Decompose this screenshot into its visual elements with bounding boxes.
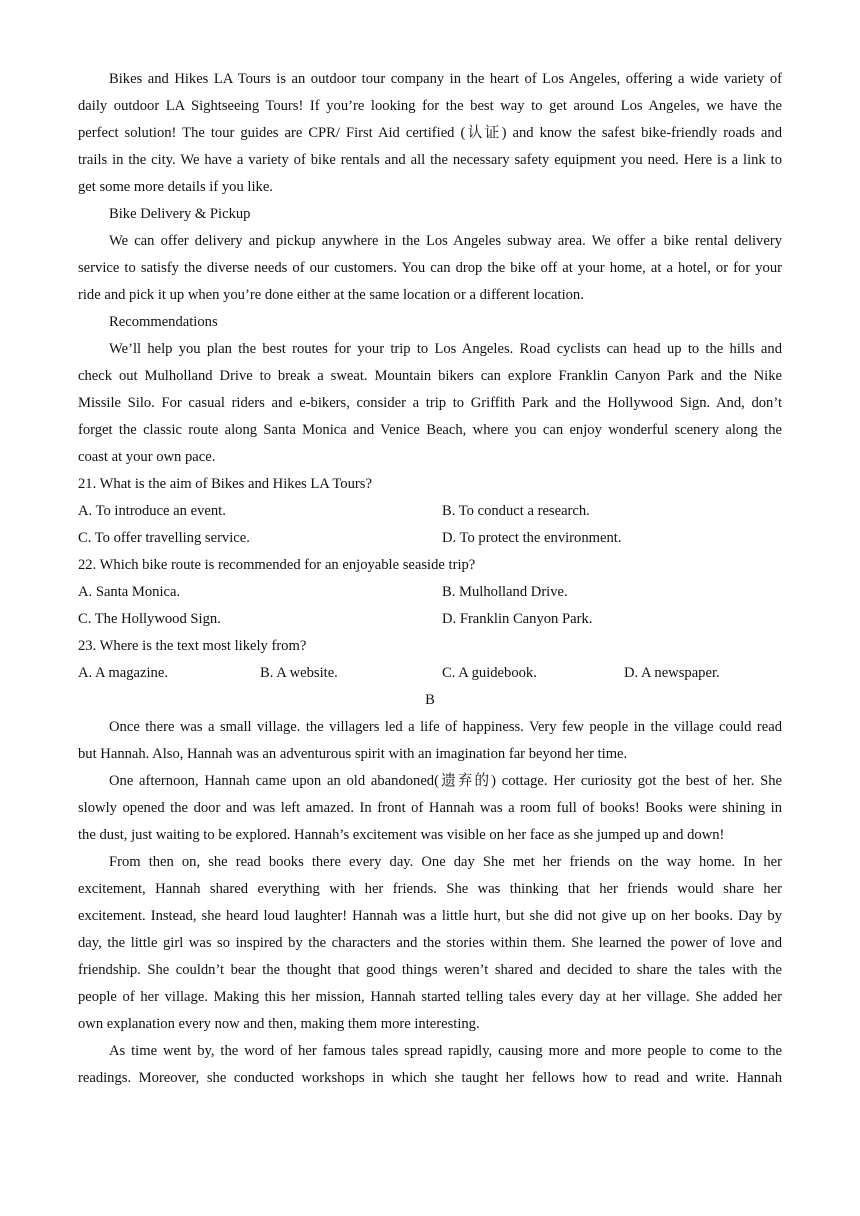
option-d: D. Franklin Canyon Park.	[442, 611, 593, 627]
text-line: friendship. She couldn’t bear the thought that good things weren’t shared and decided to share the tales with the	[78, 962, 782, 978]
option-b: B. A website.	[260, 665, 338, 681]
text-line: Missile Silo. For casual riders and e-bikers, consider a trip to Griffith Park and the Hollywood Sign. And, don’t	[78, 395, 782, 411]
text-line: people of her village. Making this her mission, Hannah started telling tales every day at her village. She added her	[78, 989, 782, 1005]
text-line: service to satisfy the diverse needs of our customers. You can drop the bike off at your home, at a hotel, or for your	[78, 260, 782, 276]
text-line: get some more details if you like.	[78, 179, 273, 195]
passage-a-paragraph-2	[78, 228, 782, 309]
text-line: the dust, just waiting to be explored. Hannah’s excitement was visible on her face as she jumped up and down!	[78, 827, 725, 843]
text-line: ride and pick it up when you’re done either at the same location or a different location.	[78, 287, 584, 303]
text-line: excitement, Hannah shared everything with her friends. She was thinking that her friends would share her	[78, 881, 782, 897]
question-stem: 21. What is the aim of Bikes and Hikes LA Tours?	[78, 476, 372, 492]
text-line: own explanation every now and then, making them more interesting.	[78, 1016, 480, 1032]
section-heading-recommendations: Recommendations	[109, 314, 218, 330]
text-line: check out Mulholland Drive to break a sweat. Mountain bikers can explore Franklin Canyon Park and the Nike	[78, 368, 782, 384]
text-line: Bikes and Hikes LA Tours is an outdoor tour company in the heart of Los Angeles, offering a wide variety of	[109, 71, 782, 87]
text-line: but Hannah. Also, Hannah was an adventurous spirit with an imagination far beyond her time.	[78, 746, 628, 762]
question-stem: 23. Where is the text most likely from?	[78, 638, 307, 654]
text-line: forget the classic route along Santa Monica and Venice Beach, where you can enjoy wonderful scenery along the	[78, 422, 782, 438]
option-row	[78, 606, 782, 633]
section-b-label: B	[425, 692, 435, 708]
passage-a-paragraph-1	[78, 66, 782, 201]
text-line: daily outdoor LA Sightseeing Tours! If you’re looking for the best way to get around Los Angeles, we have the	[78, 98, 782, 114]
question-21	[78, 471, 782, 552]
passage-b-paragraph-4	[78, 1038, 782, 1092]
option-c: C. A guidebook.	[442, 665, 537, 681]
option-b: B. To conduct a research.	[442, 503, 590, 519]
text-line: One afternoon, Hannah came upon an old abandoned(遗弃的) cottage. Her curiosity got the best of her. She	[109, 773, 782, 789]
option-a: A. To introduce an event.	[78, 503, 226, 519]
passage-b-paragraph-2	[78, 768, 782, 849]
document-page	[78, 66, 782, 1092]
option-row	[78, 525, 782, 552]
text-line: Once there was a small village. the villagers led a life of happiness. Very few people in the village could read	[109, 719, 782, 735]
text-line: From then on, she read books there every day. One day She met her friends on the way home. In her	[109, 854, 782, 870]
option-d: D. To protect the environment.	[442, 530, 622, 546]
text-line: readings. Moreover, she conducted workshops in which she taught her fellows how to read and write. Hannah	[78, 1070, 782, 1086]
question-23	[78, 633, 782, 687]
text-line: We’ll help you plan the best routes for your trip to Los Angeles. Road cyclists can head up to the hills and	[109, 341, 782, 357]
text-line: trails in the city. We have a variety of bike rentals and all the necessary safety equipment you need. Here is a link to	[78, 152, 782, 168]
option-row	[78, 498, 782, 525]
text-line: We can offer delivery and pickup anywhere in the Los Angeles subway area. We offer a bike rental delivery	[109, 233, 782, 249]
text-line: day, the little girl was so inspired by the characters and the stories within them. She learned the power of love and	[78, 935, 782, 951]
question-22	[78, 552, 782, 633]
option-row	[78, 579, 782, 606]
passage-b-paragraph-1	[78, 714, 782, 768]
question-stem: 22. Which bike route is recommended for an enjoyable seaside trip?	[78, 557, 476, 573]
option-c: C. The Hollywood Sign.	[78, 611, 221, 627]
section-heading-delivery: Bike Delivery & Pickup	[109, 206, 251, 222]
text-line: As time went by, the word of her famous tales spread rapidly, causing more and more people to come to the	[109, 1043, 782, 1059]
option-a: A. Santa Monica.	[78, 584, 181, 600]
option-c: C. To offer travelling service.	[78, 530, 250, 546]
text-line: excitement. Instead, she heard loud laughter! Hannah was a little hurt, but she did not give up on her books. Day by	[78, 908, 782, 924]
option-d: D. A newspaper.	[624, 665, 720, 681]
option-b: B. Mulholland Drive.	[442, 584, 568, 600]
text-line: perfect solution! The tour guides are CPR/ First Aid certified (认证) and know the safest bike-friendly roads and	[78, 125, 782, 141]
passage-a-paragraph-3	[78, 336, 782, 471]
text-line: coast at your own pace.	[78, 449, 216, 465]
option-a: A. A magazine.	[78, 665, 168, 681]
text-line: slowly opened the door and was left amazed. In front of Hannah was a room full of books! Books were shining in	[78, 800, 782, 816]
option-row	[78, 660, 782, 687]
passage-b-paragraph-3	[78, 849, 782, 1038]
